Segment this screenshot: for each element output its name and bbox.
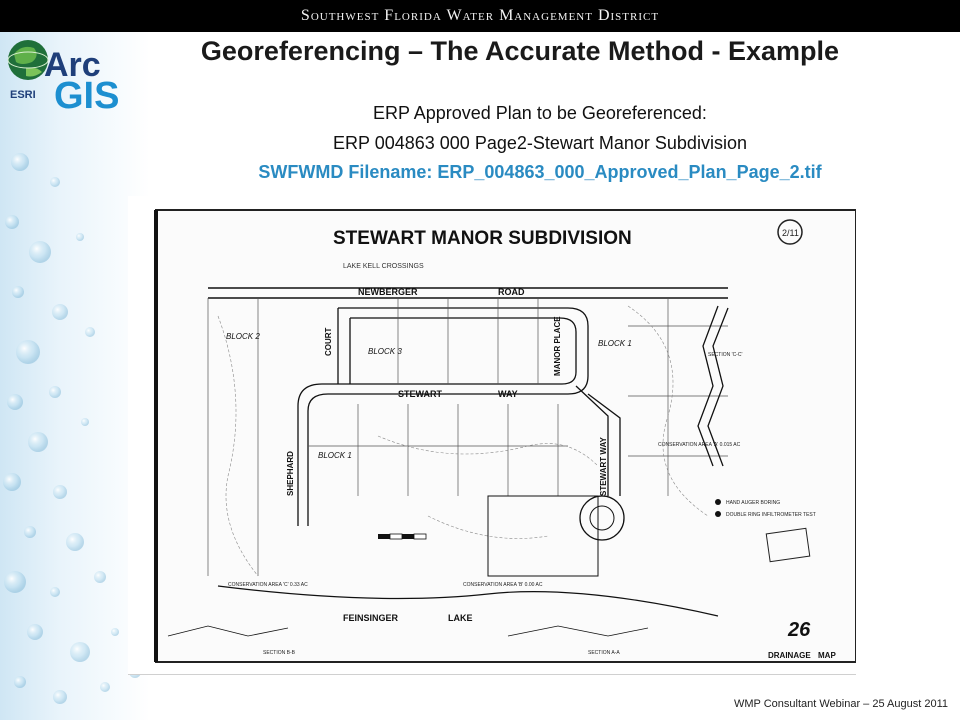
globe-icon <box>8 40 48 80</box>
lake-label: LAKE <box>448 613 473 623</box>
road-label-stewart: STEWART <box>398 389 442 399</box>
svg-text:Arc: Arc <box>44 46 101 84</box>
legend-double-ring: DOUBLE RING INFILTROMETER TEST <box>726 512 816 518</box>
conservation-mid: CONSERVATION AREA 'B' 0.00 AC <box>463 582 543 588</box>
scale-bar <box>378 534 426 539</box>
section-note: SECTION 'C-C' <box>708 352 743 358</box>
scanned-plan-image <box>128 196 856 675</box>
footer-text: WMP Consultant Webinar – 25 August 2011 <box>733 698 948 710</box>
block-1-right-label: BLOCK 1 <box>598 339 632 348</box>
feinsinger-label: FEINSINGER <box>343 613 399 623</box>
road-label-road: ROAD <box>498 287 525 297</box>
road-label-stewart-way: STEWART WAY <box>599 437 608 496</box>
section-aa-label: SECTION A-A <box>588 650 620 656</box>
conservation-left: CONSERVATION AREA 'C' 0.33 AC <box>228 582 308 588</box>
slide-title: Georeferencing – The Accurate Method - Example <box>200 36 840 66</box>
section-bb-label: SECTION B-B <box>263 650 295 656</box>
conservation-right: CONSERVATION AREA 'A' 0.015 AC <box>658 442 741 448</box>
road-label-way: WAY <box>498 389 518 399</box>
filename-line: SWFWMD Filename: ERP_004863_000_Approved_Plan_Page_2.tif <box>258 162 822 182</box>
plan-title: STEWART MANOR SUBDIVISION <box>333 228 632 249</box>
block-1-left-label: BLOCK 1 <box>318 451 352 460</box>
road-label-court: COURT <box>324 327 333 356</box>
sheet-box: 2/11 <box>782 228 799 238</box>
svg-text:GIS: GIS <box>54 75 120 114</box>
subtitle-line-1: ERP Approved Plan to be Georeferenced: <box>373 103 707 123</box>
block-3-label: BLOCK 3 <box>368 347 402 356</box>
block-2-label: BLOCK 2 <box>226 332 260 341</box>
organization-banner: Southwest Florida Water Management District <box>0 0 960 32</box>
road-label-manor-place: MANOR PLACE <box>553 316 562 376</box>
lake-kell-label: LAKE KELL CROSSINGS <box>343 263 424 270</box>
subtitle-line-2: ERP 004863 000 Page2-Stewart Manor Subdivision <box>333 133 747 153</box>
legend-hand-auger: HAND AUGER BORING <box>726 500 781 506</box>
plan-border <box>156 210 856 662</box>
map-label: MAP <box>818 651 836 660</box>
road-label-shephard: SHEPHARD <box>286 451 295 496</box>
svg-text:ESRI: ESRI <box>10 89 36 101</box>
road-label-newberger: NEWBERGER <box>358 287 418 297</box>
drainage-label: DRAINAGE <box>768 651 811 660</box>
sheet-number: 26 <box>788 619 811 641</box>
